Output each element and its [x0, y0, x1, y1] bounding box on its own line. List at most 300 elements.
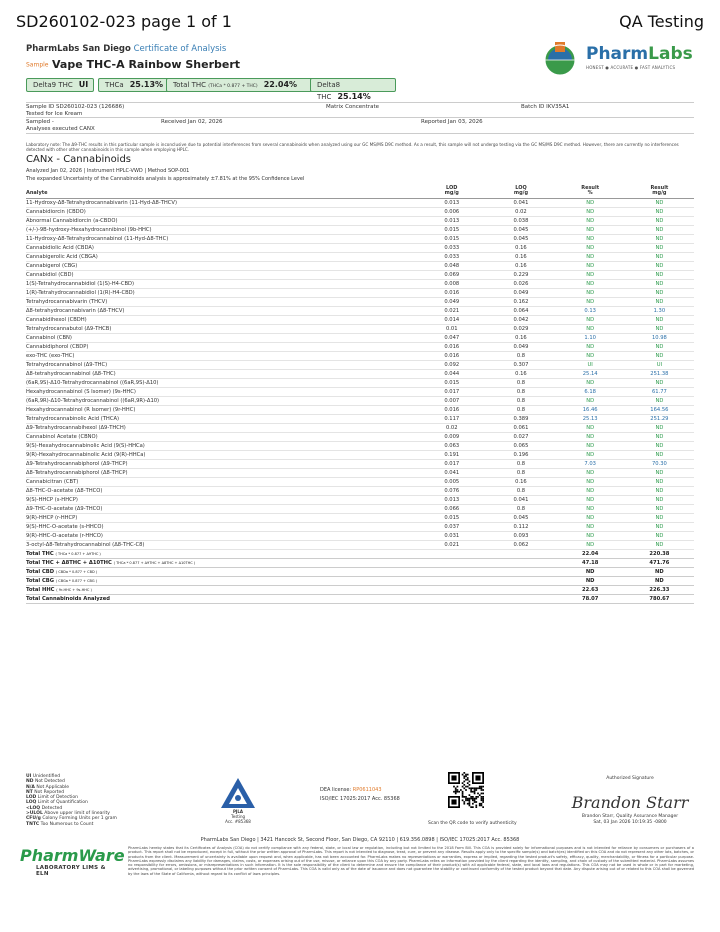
loq-cell: 0.16 — [486, 243, 555, 252]
laboratory-note: Laboratory note: The Δ9-THC results in this particular sample is inconclusive due to potential interferences from several cannabinoids when analyzed using our GC MS/MS D9C method. As a result, this sample will not undergo testing via the GC MS/MS D9C method. However, there are currently no interferences detected with other other cannabinoids in this sample when employing HPLC. — [26, 142, 679, 152]
loq-cell: 0.062 — [486, 540, 555, 549]
analyte-cell: Tetrahydrocannabinol (Δ9-THC) — [26, 360, 417, 369]
result-percent-cell: ND — [556, 486, 625, 495]
loq-cell: 0.045 — [486, 234, 555, 243]
legend-item: LOQ Limit of Quantification — [26, 800, 88, 806]
lod-cell: 0.092 — [417, 360, 486, 369]
result-percent-cell: ND — [556, 513, 625, 522]
loq-cell: 0.8 — [486, 351, 555, 360]
total-mgg-cell: 471.76 — [625, 558, 694, 567]
result-mgg-cell: ND — [625, 297, 694, 306]
table-row — [26, 288, 694, 297]
result-mgg-cell: ND — [625, 351, 694, 360]
result-mgg-cell: ND — [625, 198, 694, 207]
result-percent-cell: ND — [556, 243, 625, 252]
result-percent-cell: ND — [556, 396, 625, 405]
total-row — [26, 567, 694, 576]
flask-globe-icon — [540, 38, 580, 78]
result-mgg-cell: ND — [625, 423, 694, 432]
result-mgg-cell: UI — [625, 360, 694, 369]
total-label-cell: Total Cannabinoids Analyzed — [26, 594, 417, 603]
lod-cell: 0.041 — [417, 468, 486, 477]
analyte-cell: Δ8-Tetrahydrocannabiphorol (Δ8-THCP) — [26, 468, 417, 477]
result-mgg-cell: 61.77 — [625, 387, 694, 396]
legend-item: ND Not Detected — [26, 779, 65, 785]
sampled: Sampled - — [26, 119, 54, 125]
loq-cell: 0.026 — [486, 279, 555, 288]
table-row — [26, 360, 694, 369]
analyte-cell: Cannabidiphorol (CBDP) — [26, 342, 417, 351]
table-row — [26, 423, 694, 432]
header-lod: LOD mg/g — [417, 184, 486, 198]
result-percent-cell: ND — [556, 477, 625, 486]
loq-cell: 0.8 — [486, 486, 555, 495]
table-header-row — [26, 184, 694, 198]
lod-cell: 0.017 — [417, 387, 486, 396]
analyte-cell: Cannabicitran (CBT) — [26, 477, 417, 486]
analyzed-line: Analyzed Jan 02, 2026 | Instrument HPLC-VWD | Method SOP-001 — [26, 168, 190, 174]
analyte-cell: Cannabinol Acetate (CBNO) — [26, 432, 417, 441]
result-mgg-cell: ND — [625, 495, 694, 504]
result-percent-cell: ND — [556, 225, 625, 234]
result-percent-cell: ND — [556, 198, 625, 207]
table-row — [26, 270, 694, 279]
total-label-cell: Total HHC ( 9r-HHC + 9s-HHC ) — [26, 585, 417, 594]
result-percent-cell: ND — [556, 297, 625, 306]
loq-cell: 0.064 — [486, 306, 555, 315]
result-percent-cell: ND — [556, 432, 625, 441]
result-mgg-cell: ND — [625, 279, 694, 288]
dea-license: RP0611043 — [352, 787, 382, 793]
table-row — [26, 432, 694, 441]
total-mgg-cell: ND — [625, 576, 694, 585]
abbreviation-legend — [26, 774, 117, 827]
result-mgg-cell: 251.29 — [625, 414, 694, 423]
table-row — [26, 468, 694, 477]
pjla-title: PJLA — [232, 809, 244, 814]
result-mgg-cell: ND — [625, 504, 694, 513]
total-row — [26, 576, 694, 585]
result-mgg-cell: ND — [625, 477, 694, 486]
signature-block — [560, 776, 700, 836]
total-empty-cell — [486, 567, 555, 576]
analyte-cell: 9(R)-Hexahydrocannabinolic Acid (9(R)-HHCa) — [26, 450, 417, 459]
table-row — [26, 351, 694, 360]
header-result-percent: Result % — [556, 184, 625, 198]
analyte-cell: Cannabigerol (CBG) — [26, 261, 417, 270]
analyte-cell: Tetrahydrocannabutol (Δ9-THCB) — [26, 324, 417, 333]
loq-cell: 0.16 — [486, 369, 555, 378]
table-row — [26, 486, 694, 495]
lod-cell: 0.037 — [417, 522, 486, 531]
lod-cell: 0.117 — [417, 414, 486, 423]
result-mgg-cell: ND — [625, 513, 694, 522]
legend-item: N/A Not Applicable — [26, 784, 70, 790]
result-percent-cell: ND — [556, 261, 625, 270]
lod-cell: 0.01 — [417, 324, 486, 333]
analyte-cell: Cannabidiorcin (CBDO) — [26, 207, 417, 216]
pharmware-logo: PharmWare LABORATORY LIMS & ELN — [20, 846, 125, 877]
result-mgg-cell: ND — [625, 216, 694, 225]
pill-delta9-thc: Delta9 THC UI — [26, 78, 94, 92]
loq-cell: 0.112 — [486, 522, 555, 531]
loq-cell: 0.16 — [486, 333, 555, 342]
analyte-cell: Δ8-tetrahydrocannabinol (Δ8-THC) — [26, 369, 417, 378]
result-percent-cell: 25.14 — [556, 369, 625, 378]
lod-cell: 0.017 — [417, 459, 486, 468]
sample-info — [26, 102, 694, 134]
tested-for: Tested for Ice Kream — [26, 111, 83, 117]
result-mgg-cell: ND — [625, 396, 694, 405]
pill-thca: THCa 25.13% — [98, 78, 188, 92]
analyte-cell: 9(R)-HHCP (r-HHCP) — [26, 513, 417, 522]
coa-title: Certificate of Analysis — [133, 44, 227, 54]
table-row — [26, 225, 694, 234]
table-row — [26, 477, 694, 486]
dea-label: DEA license: — [320, 787, 352, 793]
total-row — [26, 594, 694, 603]
result-mgg-cell: ND — [625, 522, 694, 531]
lod-cell: 0.021 — [417, 540, 486, 549]
lod-cell: 0.013 — [417, 495, 486, 504]
table-row — [26, 522, 694, 531]
table-row — [26, 405, 694, 414]
pjla-triangle-icon — [218, 776, 258, 810]
results-table — [26, 184, 694, 604]
result-mgg-cell: ND — [625, 342, 694, 351]
table-row — [26, 306, 694, 315]
loq-cell: 0.045 — [486, 513, 555, 522]
analyte-cell: Cannabinol (CBN) — [26, 333, 417, 342]
lod-cell: 0.014 — [417, 315, 486, 324]
loq-cell: 0.049 — [486, 342, 555, 351]
result-mgg-cell: ND — [625, 261, 694, 270]
qr-code-icon[interactable] — [448, 772, 484, 808]
table-row — [26, 540, 694, 549]
logo-tagline: HONEST ● ACCURATE ● FAST ANALYTICS — [586, 65, 676, 70]
sample-id: Sample ID SD260102-023 (126686) — [26, 104, 125, 110]
total-label-cell: Total CBD ( CBDa * 0.877 + CBD ) — [26, 567, 417, 576]
table-row — [26, 252, 694, 261]
loq-cell: 0.16 — [486, 261, 555, 270]
analyte-cell: 11-Hydroxy-Δ8-Tetrahydrocannabinol (11-Hyd-Δ8-THC) — [26, 234, 417, 243]
result-percent-cell: ND — [556, 288, 625, 297]
handwritten-signature — [560, 786, 700, 816]
result-percent-cell: ND — [556, 216, 625, 225]
lod-cell: 0.191 — [417, 450, 486, 459]
result-mgg-cell: ND — [625, 441, 694, 450]
matrix: Matrix Concentrate — [326, 104, 379, 110]
lod-cell: 0.015 — [417, 378, 486, 387]
analyte-cell: Cannabigerolic Acid (CBGA) — [26, 252, 417, 261]
lod-cell: 0.013 — [417, 198, 486, 207]
total-percent-cell: ND — [556, 576, 625, 585]
lod-cell: 0.007 — [417, 396, 486, 405]
lod-cell: 0.005 — [417, 477, 486, 486]
loq-cell: 0.8 — [486, 504, 555, 513]
result-mgg-cell: ND — [625, 450, 694, 459]
table-row — [26, 513, 694, 522]
table-row — [26, 396, 694, 405]
total-percent-cell: 22.04 — [556, 549, 625, 558]
lod-cell: 0.047 — [417, 333, 486, 342]
analyte-cell: Tetrahydrocannabivarin (THCV) — [26, 297, 417, 306]
result-percent-cell: ND — [556, 423, 625, 432]
signer-info: Brandon Starr, Quality Assurance Manager Sat, 03 Jan 2026 10:19:35 -0800 — [581, 814, 679, 825]
analyte-cell: Abnormal Cannabidiorcin (a-CBDO) — [26, 216, 417, 225]
table-row — [26, 207, 694, 216]
result-percent-cell: ND — [556, 324, 625, 333]
lod-cell: 0.015 — [417, 234, 486, 243]
loq-cell: 0.229 — [486, 270, 555, 279]
table-row — [26, 495, 694, 504]
table-row — [26, 414, 694, 423]
total-label-cell: Total CBG ( CBGa * 0.877 + CBG ) — [26, 576, 417, 585]
pjla-accreditation: Acc. #85368 — [225, 819, 251, 824]
product-name: Vape THC-A Rainbow Sherbert — [52, 58, 241, 71]
qa-testing-label: QA Testing — [619, 12, 704, 31]
analyte-cell: Δ8-THC-O-acetate (Δ8-THCO) — [26, 486, 417, 495]
pjla-badge — [218, 776, 258, 826]
loq-cell: 0.307 — [486, 360, 555, 369]
lod-cell: 0.066 — [417, 504, 486, 513]
result-mgg-cell: 164.56 — [625, 405, 694, 414]
loq-cell: 0.8 — [486, 459, 555, 468]
result-percent-cell: ND — [556, 495, 625, 504]
qr-caption: Scan the QR code to verify authenticity — [428, 821, 517, 826]
result-percent-cell: ND — [556, 270, 625, 279]
batch-id: Batch ID IKV35A1 — [521, 104, 570, 110]
analyte-cell: 9(S)-HHCP (s-HHCP) — [26, 495, 417, 504]
lab-address: PharmLabs San Diego | 3421 Hancock St, Second Floor, San Diego, CA 92110 | 619.356.0898 | ISO/IEC 17025:2017 Acc. 85368 — [200, 837, 520, 843]
total-mgg-cell: ND — [625, 567, 694, 576]
signature-title: Authorized Signature — [606, 776, 654, 781]
table-row — [26, 315, 694, 324]
total-percent-cell: ND — [556, 567, 625, 576]
result-mgg-cell: ND — [625, 540, 694, 549]
legend-item: CFU/g Colony Forming Units per 1 gram — [26, 816, 117, 822]
result-percent-cell: ND — [556, 279, 625, 288]
lab-line — [26, 44, 226, 54]
legend-item: TNTC Too Numerous to Count — [26, 821, 94, 827]
result-mgg-cell: ND — [625, 486, 694, 495]
result-percent-cell: UI — [556, 360, 625, 369]
analyte-cell: 1(S)-Tetrahydrocannabidiol (1(S)-H4-CBD) — [26, 279, 417, 288]
product-line — [26, 58, 240, 71]
analyte-cell: Cannabidihexol (CBDH) — [26, 315, 417, 324]
legend-item: >ULOL Above upper limit of linearity — [26, 811, 110, 817]
result-percent-cell: 6.18 — [556, 387, 625, 396]
lod-cell: 0.033 — [417, 243, 486, 252]
loq-cell: 0.16 — [486, 477, 555, 486]
total-empty-cell — [417, 567, 486, 576]
legend-item: LOD Limit of Detection — [26, 795, 78, 801]
total-mgg-cell: 220.38 — [625, 549, 694, 558]
table-row — [26, 216, 694, 225]
result-mgg-cell: ND — [625, 531, 694, 540]
lod-cell: 0.069 — [417, 270, 486, 279]
table-row — [26, 459, 694, 468]
lod-cell: 0.015 — [417, 225, 486, 234]
table-row — [26, 333, 694, 342]
loq-cell: 0.049 — [486, 288, 555, 297]
analyte-cell: (6aR,9S)-Δ10-Tetrahydrocannabinol ((6aR,9S)-Δ10) — [26, 378, 417, 387]
uncertainty-line: The expanded Uncertainty of the Cannabinoids analysis is approximately ±7.81% at the 95% Confidence Level — [26, 176, 305, 182]
total-mgg-cell: 226.33 — [625, 585, 694, 594]
lod-cell: 0.013 — [417, 216, 486, 225]
result-percent-cell: ND — [556, 207, 625, 216]
total-row — [26, 549, 694, 558]
result-percent-cell: ND — [556, 504, 625, 513]
total-empty-cell — [417, 594, 486, 603]
loq-cell: 0.8 — [486, 378, 555, 387]
analyte-cell: Δ8-tetrahydrocannabivarin (Δ8-THCV) — [26, 306, 417, 315]
analyte-cell: 3-octyl-Δ8-Tetrahydrocannabinol (Δ8-THC-C8) — [26, 540, 417, 549]
result-mgg-cell: ND — [625, 270, 694, 279]
analyte-cell: Hexahydrocannabinol (S Isomer) (9s-HHC) — [26, 387, 417, 396]
result-mgg-cell: ND — [625, 207, 694, 216]
loq-cell: 0.065 — [486, 441, 555, 450]
result-percent-cell: 0.13 — [556, 306, 625, 315]
result-percent-cell: ND — [556, 252, 625, 261]
total-percent-cell: 47.18 — [556, 558, 625, 567]
analyte-cell: Δ9-Tetrahydrocannabihexol (Δ9-THCH) — [26, 423, 417, 432]
sample-tag: Sample — [26, 61, 49, 69]
result-mgg-cell: ND — [625, 234, 694, 243]
table-row — [26, 243, 694, 252]
total-percent-cell: 22.63 — [556, 585, 625, 594]
pill-delta8-thc: Delta8 THC 25.14% — [310, 78, 396, 92]
result-mgg-cell: ND — [625, 378, 694, 387]
total-empty-cell — [486, 585, 555, 594]
loq-cell: 0.038 — [486, 216, 555, 225]
analyte-cell: (6aR,9R)-Δ10-Tetrahydrocannabinol ((6aR,9R)-Δ10) — [26, 396, 417, 405]
reported: Reported Jan 03, 2026 — [421, 119, 483, 125]
lod-cell: 0.016 — [417, 351, 486, 360]
legal-disclaimer: PharmLabs hereby states that its Certificates of Analysis (COA) do not certify compliance with any federal, state, or local law or regulation, including but not limited to the 2018 Farm Bill. This COA is provided solely for informational purposes and is not intended for reliance by consumers or purchasers of a product. This report shall not be reproduced, except in full, without the prior written approval of PharmLabs. This report is not intended to diagnose, treat, cure, or prevent any disease. Results apply only to the specific sample(s) and batch(es) identified on this COA and do not represent any other lots, batches, or products from the client. Measurement of uncertainty is available upon request and, when applicable, has not been accounted for. PharmLabs makes no representations or warranties, express or implied, regarding the tested product's safety, efficacy, quality, merchantability, or fitness for a particular purpose. PharmLabs expressly disclaims any liability for damages, claims, costs, or expenses arising out of the use, misuse, or reliance upon this COA by any party. PharmLabs relies on information provided by the client regarding the identity, sampling, and chain of custody of the submitted material. PharmLabs assumes no responsibility for errors, omissions, or misrepresentations in such information. It is the sole responsibility of the client to determine and ensure the compliance of their product(s) with all applicable federal, state, and local laws and regulations. This COA may not be used in whole or in part for marketing, advertising, promotional, or labeling purposes without the prior written consent of PharmLabs. This COA is valid only as of the date of issuance and does not guarantee the stability or continued conformity of the tested product beyond that date. Any dispute arising out of or related to this COA shall be governed by the laws of the State of California, without regard to its conflict of laws principles. — [128, 846, 694, 876]
loq-cell: 0.027 — [486, 432, 555, 441]
lod-cell: 0.016 — [417, 288, 486, 297]
pjla-testing: Testing — [230, 814, 246, 819]
total-empty-cell — [486, 594, 555, 603]
result-mgg-cell: ND — [625, 468, 694, 477]
lod-cell: 0.063 — [417, 441, 486, 450]
lod-cell: 0.009 — [417, 432, 486, 441]
loq-cell: 0.8 — [486, 396, 555, 405]
total-empty-cell — [486, 576, 555, 585]
total-empty-cell — [417, 558, 486, 567]
pharmlabs-logo — [540, 38, 710, 78]
table-row — [26, 441, 694, 450]
total-empty-cell — [486, 558, 555, 567]
result-percent-cell: 7.03 — [556, 459, 625, 468]
total-mgg-cell: 780.67 — [625, 594, 694, 603]
result-percent-cell: ND — [556, 531, 625, 540]
table-row — [26, 279, 694, 288]
analyte-cell: Δ9-THC-O-acetate (Δ9-THCO) — [26, 504, 417, 513]
analyte-cell: 1(R)-Tetrahydrocannabidiol (1(R)-H4-CBD) — [26, 288, 417, 297]
analyte-cell: Hexahydrocannabinol (R Isomer) (9r-HHC) — [26, 405, 417, 414]
lod-cell: 0.015 — [417, 513, 486, 522]
result-mgg-cell: 1.30 — [625, 306, 694, 315]
table-row — [26, 324, 694, 333]
lod-cell: 0.033 — [417, 252, 486, 261]
table-row — [26, 297, 694, 306]
result-mgg-cell: 70.30 — [625, 459, 694, 468]
lab-name: PharmLabs San Diego — [26, 44, 131, 54]
logo-wordmark: PharmLabs — [586, 44, 693, 64]
analyses-executed: Analyses executed CANX — [26, 126, 95, 132]
total-empty-cell — [417, 576, 486, 585]
lod-cell: 0.016 — [417, 342, 486, 351]
table-row — [26, 378, 694, 387]
top-bar — [16, 12, 704, 34]
analyte-cell: (+/-)-9B-hydroxy-Hexahydrocannibinol (9b-HHC) — [26, 225, 417, 234]
total-empty-cell — [417, 585, 486, 594]
result-percent-cell: ND — [556, 540, 625, 549]
analyte-cell: exo-THC (exo-THC) — [26, 351, 417, 360]
loq-cell: 0.196 — [486, 450, 555, 459]
loq-cell: 0.8 — [486, 468, 555, 477]
legend-item: <LOQ Detected — [26, 805, 63, 811]
result-mgg-cell: ND — [625, 225, 694, 234]
result-mgg-cell: ND — [625, 243, 694, 252]
table-row — [26, 387, 694, 396]
iso-accreditation: ISO/IEC 17025:2017 Acc. 85368 — [320, 796, 400, 802]
header-loq: LOQ mg/g — [486, 184, 555, 198]
table-row — [26, 450, 694, 459]
lod-cell: 0.044 — [417, 369, 486, 378]
result-percent-cell: ND — [556, 522, 625, 531]
pill-total-thc: Total THC (THCa * 0.877 + THC) 22.04% — [166, 78, 334, 92]
total-empty-cell — [486, 549, 555, 558]
lod-cell: 0.048 — [417, 261, 486, 270]
analyte-cell: Δ9-Tetrahydrocannabiphorol (Δ9-THCP) — [26, 459, 417, 468]
result-percent-cell: ND — [556, 441, 625, 450]
lod-cell: 0.076 — [417, 486, 486, 495]
result-mgg-cell: ND — [625, 432, 694, 441]
loq-cell: 0.162 — [486, 297, 555, 306]
result-percent-cell: ND — [556, 378, 625, 387]
analyte-cell: 9(S)-Hexahydrocannabinolic Acid (9(S)-HHCa) — [26, 441, 417, 450]
legend-item: UI Unidentified — [26, 774, 61, 779]
loq-cell: 0.041 — [486, 198, 555, 207]
header-analyte: Analyte — [26, 184, 417, 198]
result-mgg-cell: ND — [625, 315, 694, 324]
loq-cell: 0.8 — [486, 387, 555, 396]
result-mgg-cell: ND — [625, 288, 694, 297]
result-mgg-cell: 251.38 — [625, 369, 694, 378]
result-mgg-cell: ND — [625, 252, 694, 261]
result-percent-cell: ND — [556, 234, 625, 243]
table-row — [26, 504, 694, 513]
analyte-cell: Cannabidiol (CBD) — [26, 270, 417, 279]
loq-cell: 0.061 — [486, 423, 555, 432]
svg-text:Brandon Starr: Brandon Starr — [571, 793, 689, 812]
report-reference: SD260102-023 page 1 of 1 — [16, 12, 232, 31]
analyte-cell: 9(S)-HHC-O-acetate (s-HHCO) — [26, 522, 417, 531]
result-percent-cell: ND — [556, 351, 625, 360]
table-row — [26, 342, 694, 351]
total-label-cell: Total THC + Δ8THC + Δ10THC ( THCa * 0.877 + Δ9THC + Δ8THC + Δ10THC ) — [26, 558, 417, 567]
result-percent-cell: ND — [556, 315, 625, 324]
total-label-cell: Total THC ( THCa * 0.877 + Δ9THC ) — [26, 549, 417, 558]
header-result-mgg: Result mg/g — [625, 184, 694, 198]
lod-cell: 0.006 — [417, 207, 486, 216]
table-row — [26, 531, 694, 540]
section-title: CANx - Cannabinoids — [26, 154, 132, 165]
loq-cell: 0.389 — [486, 414, 555, 423]
